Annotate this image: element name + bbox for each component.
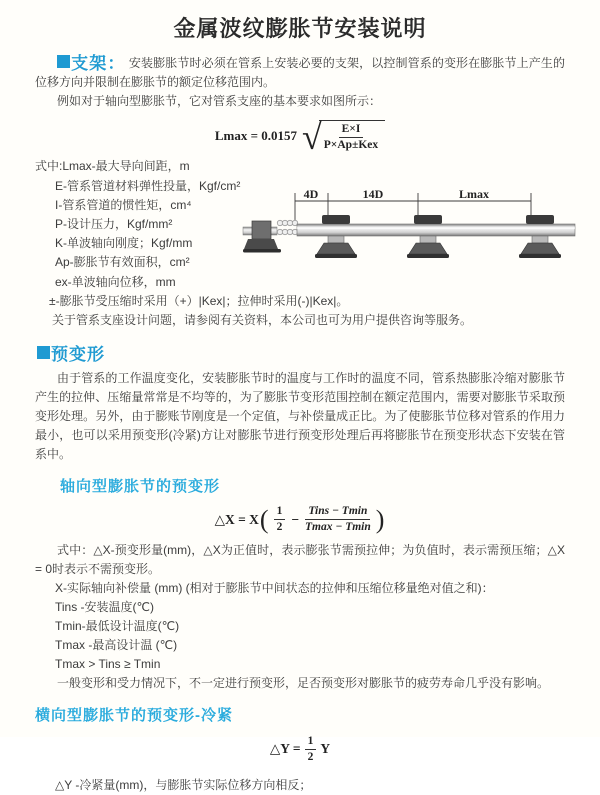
definition-line: Tmin-最低设计温度(℃) — [55, 618, 180, 633]
lateral-numerator: 1 — [305, 735, 317, 750]
axial-subsection-heading: 轴向型膨胀节的预变形 — [60, 478, 221, 496]
temperature-fraction — [305, 505, 371, 534]
definition-line: Tins -安装温度(℃) — [55, 599, 155, 614]
lmax-formula-lhs: Lmax = 0.0157 — [214, 128, 297, 144]
support-section-title: 支架： — [71, 54, 126, 73]
lateral-formula-lhs: △Y = — [269, 741, 301, 757]
definition-line: E-管系管道材料弹性投量，Kgf/cm² — [55, 178, 241, 193]
lmax-fraction-denominator: P×Ap±Kex — [323, 139, 379, 152]
pipe-support-icon — [315, 215, 357, 258]
definition-line: 式中:Lmax-最大导向间距，m — [35, 159, 190, 174]
lmax-formula — [35, 117, 565, 158]
definition-line: 关于管系支座设计问题，请参阅有关资料，本公司也可为用户提供咨询等服务。 — [52, 313, 473, 328]
pipe-support-diagram — [243, 188, 595, 280]
section-square-icon — [37, 346, 50, 359]
half-fraction — [274, 505, 286, 534]
support-section-paragraph — [35, 54, 565, 92]
lateral-formula-rhs: Y — [320, 741, 331, 757]
minus-operator: − — [291, 511, 300, 527]
axial-formula-lhs: △X = X — [214, 511, 259, 527]
lateral-definition-line: △Y -冷紧量(mm)，与膨胀节实际位移方向相反； — [55, 778, 312, 793]
axial-note: 一般变形和受力情况下，不一定进行预变形，足否预变形对膨胀节的疲劳寿命几乎没有影响。 — [57, 675, 550, 690]
definition-line: X-实际轴向补偿量 (mm) (相对于膨胀节中间状态的拉伸和压缩位移量绝对值之和)： — [55, 580, 494, 595]
definition-line: Tmax > Tins ≥ Tmin — [55, 656, 161, 671]
dim-label-4d: 4D — [303, 187, 319, 202]
definition-line: Tmax -最高设计温 (℃) — [55, 637, 178, 652]
temperature-denominator: Tmax − Tmin — [305, 521, 371, 534]
page-title: 金属波纹膨胀节安装说明 — [173, 16, 427, 41]
lateral-subsection-heading: 横向型膨胀节的预变形-冷紧 — [35, 706, 233, 724]
axial-formula: △X = X ( $\frac{1}{2}$ − $\frac{\text{Tins − Tmin}}{Tmax - Tmin}$ ) — [214, 504, 385, 534]
definition-line: K-单波轴向刚度；Kgf/mm — [55, 236, 193, 251]
anchor-support-icon — [243, 221, 281, 253]
lmax-fraction-numerator: E×I — [339, 123, 364, 138]
lmax-definitions-block — [35, 157, 565, 330]
definition-line: ex-单波轴向位移，mm — [55, 274, 176, 289]
definition-line: I-管系管道的惯性矩，cm⁴ — [55, 197, 192, 212]
bellows-icon — [277, 221, 297, 235]
lmax-fraction — [324, 123, 378, 152]
axial-explanation: 式中：△X-预变形量(mm)，△X为正值时，表示膨张节需预拉伸；为负值时，表示需预压缩；△X = 0时表示不需预变形。 — [35, 542, 565, 576]
predeform-body-paragraph: 由于管系的工作温度变化，安装膨胀节时的温度与工作时的温度不同，管系热膨胀冷缩对膨胀节产生的拉伸、压缩量常常是不均等的，为了膨胀节变形范围控制在额定范围内，需要对膨胀节采取预变形处理。另外，由于膨账节刚度是一个定值，与补偿量成正比。为了使膨胀节位移对管系的作用力最小，也可以采用预变形(冷紧)方让对膨胀节进行预变形处理后再将膨胀节在预变形状态下安装在管系中。 — [35, 371, 565, 462]
axial-definitions-block — [35, 579, 565, 674]
definition-line: P-设计压力，Kgf/mm² — [55, 217, 173, 232]
support-intro-text: 安装膨胀节时必须在管系上安装必要的支架，以控制管系的变形在膨胀节上产生的位移方向并限制在膨胀节的额定位移范围内。 — [35, 56, 565, 89]
lateral-formula — [35, 735, 565, 764]
sqrt-expression: √ $\frac{E\times I}{\text{P×Ap±Kex}}$ — [302, 120, 385, 152]
support-example-line: 例如对于轴向型膨胀节，它对管系支座的基本要求如图所示： — [57, 94, 382, 108]
document-body — [0, 54, 600, 795]
half-denominator: 2 — [276, 521, 283, 534]
half-numerator: 1 — [274, 505, 286, 520]
sqrt-body — [319, 120, 385, 152]
temperature-numerator: Tins − Tmin — [305, 505, 370, 520]
lateral-denominator: 2 — [307, 750, 314, 763]
predeform-section-header — [37, 340, 565, 365]
dim-label-14d: 14D — [362, 187, 384, 202]
dim-label-lmax: Lmax — [459, 187, 489, 202]
pipe-support-icon — [407, 215, 449, 258]
definition-line: ±-膨胀节受压缩时采用（+）|Kex|；拉伸时采用(-)|Kex|。 — [49, 293, 349, 308]
lateral-half-fraction — [305, 735, 317, 764]
pipe-support-icon — [519, 215, 561, 258]
definition-line: Ap-膨胀节有效面积，cm² — [55, 255, 190, 270]
predeform-section-title: 预变形 — [51, 345, 105, 365]
pipe-support-diagram-svg — [243, 188, 595, 280]
section-square-icon — [57, 55, 70, 68]
pipe-icon — [297, 224, 575, 236]
